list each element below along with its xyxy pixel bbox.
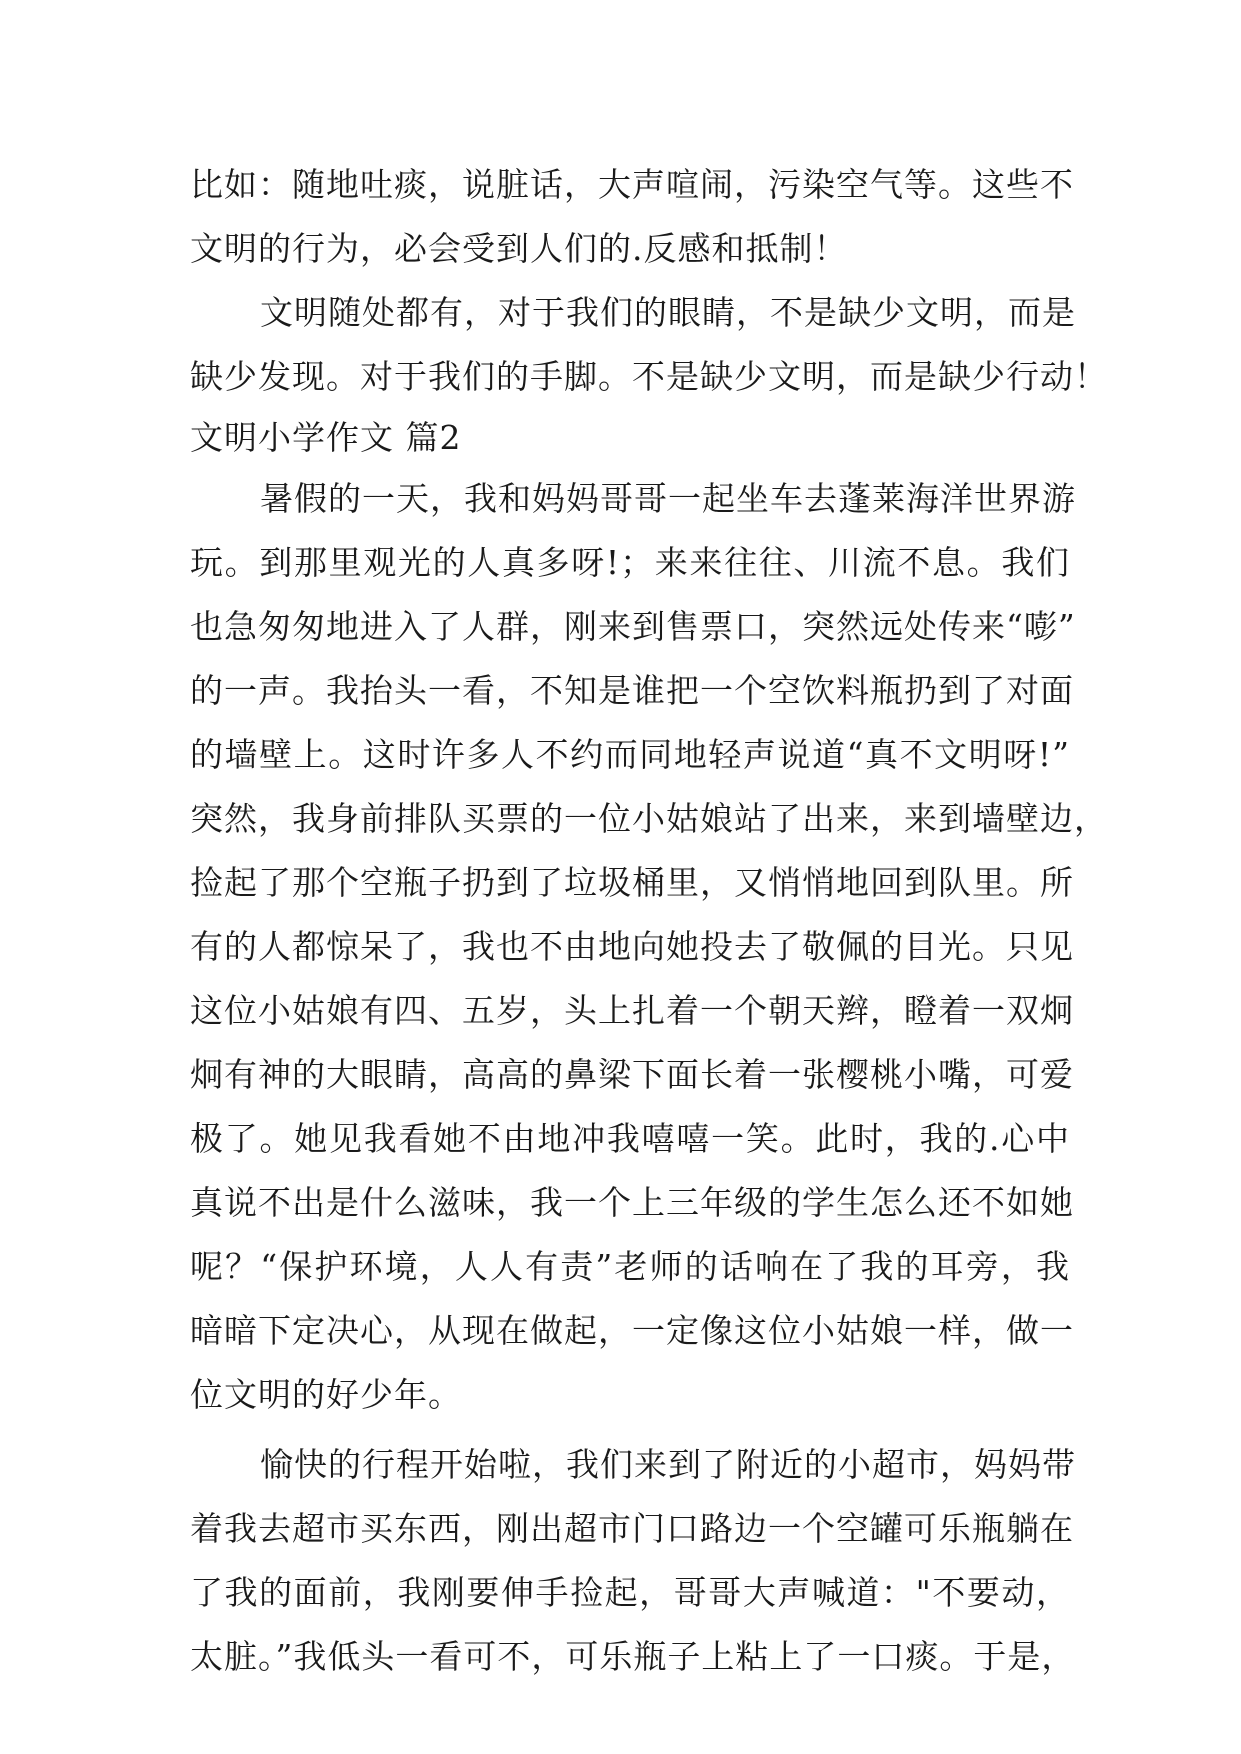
text-line: 捡起了那个空瓶子扔到了垃圾桶里，又悄悄地回到队里。所 <box>190 863 1074 902</box>
paragraph-first-line: 文明随处都有，对于我们的眼睛，不是缺少文明，而是 <box>260 293 1076 332</box>
text-line: 的墙壁上。这时许多人不约而同地轻声说道“真不文明呀!” <box>190 735 1070 774</box>
text-line: 突然，我身前排队买票的一位小姑娘站了出来，来到墙壁边， <box>190 799 1108 838</box>
text-line: 极了。她见我看她不由地冲我嘻嘻一笑。此时，我的.心中 <box>190 1119 1070 1158</box>
text-line: 的一声。我抬头一看，不知是谁把一个空饮料瓶扔到了对面 <box>190 671 1074 710</box>
text-line: 真说不出是什么滋味，我一个上三年级的学生怎么还不如她 <box>190 1183 1074 1222</box>
section-heading: 文明小学作文 篇2 <box>190 418 462 457</box>
text-line: 缺少发现。对于我们的手脚。不是缺少文明，而是缺少行动！ <box>190 357 1108 396</box>
text-line: 玩。到那里观光的人真多呀!；来来往往、川流不息。我们 <box>190 543 1070 582</box>
document-body <box>190 153 1108 1689</box>
text-line: 炯有神的大眼睛，高高的鼻梁下面长着一张樱桃小嘴，可爱 <box>190 1055 1074 1094</box>
text-line: 暗暗下定决心，从现在做起，一定像这位小姑娘一样，做一 <box>190 1311 1074 1350</box>
paragraph-first-line: 愉快的行程开始啦，我们来到了附近的小超市，妈妈带 <box>260 1445 1076 1484</box>
text-line: 这位小姑娘有四、五岁，头上扎着一个朝天辫，瞪着一双炯 <box>190 991 1074 1030</box>
text-line: 了我的面前，我刚要伸手捡起，哥哥大声喊道："不要动， <box>190 1573 1070 1612</box>
text-line: 位文明的好少年。 <box>190 1375 462 1414</box>
text-line: 也急匆匆地进入了人群，刚来到售票口，突然远处传来“嘭” <box>190 607 1076 646</box>
text-line: 呢？“保护环境，人人有责”老师的话响在了我的耳旁，我 <box>190 1247 1070 1286</box>
text-line: 文明的行为，必会受到人们的.反感和抵制！ <box>190 229 848 268</box>
text-line: 有的人都惊呆了，我也不由地向她投去了敬佩的目光。只见 <box>190 927 1074 966</box>
text-line: 太脏。”我低头一看可不，可乐瓶子上粘上了一口痰。于是， <box>190 1637 1076 1676</box>
text-line: 着我去超市买东西，刚出超市门口路边一个空罐可乐瓶躺在 <box>190 1509 1074 1548</box>
paragraph-first-line: 暑假的一天，我和妈妈哥哥一起坐车去蓬莱海洋世界游 <box>260 479 1076 518</box>
text-line: 比如：随地吐痰，说脏话，大声喧闹，污染空气等。这些不 <box>190 165 1074 204</box>
